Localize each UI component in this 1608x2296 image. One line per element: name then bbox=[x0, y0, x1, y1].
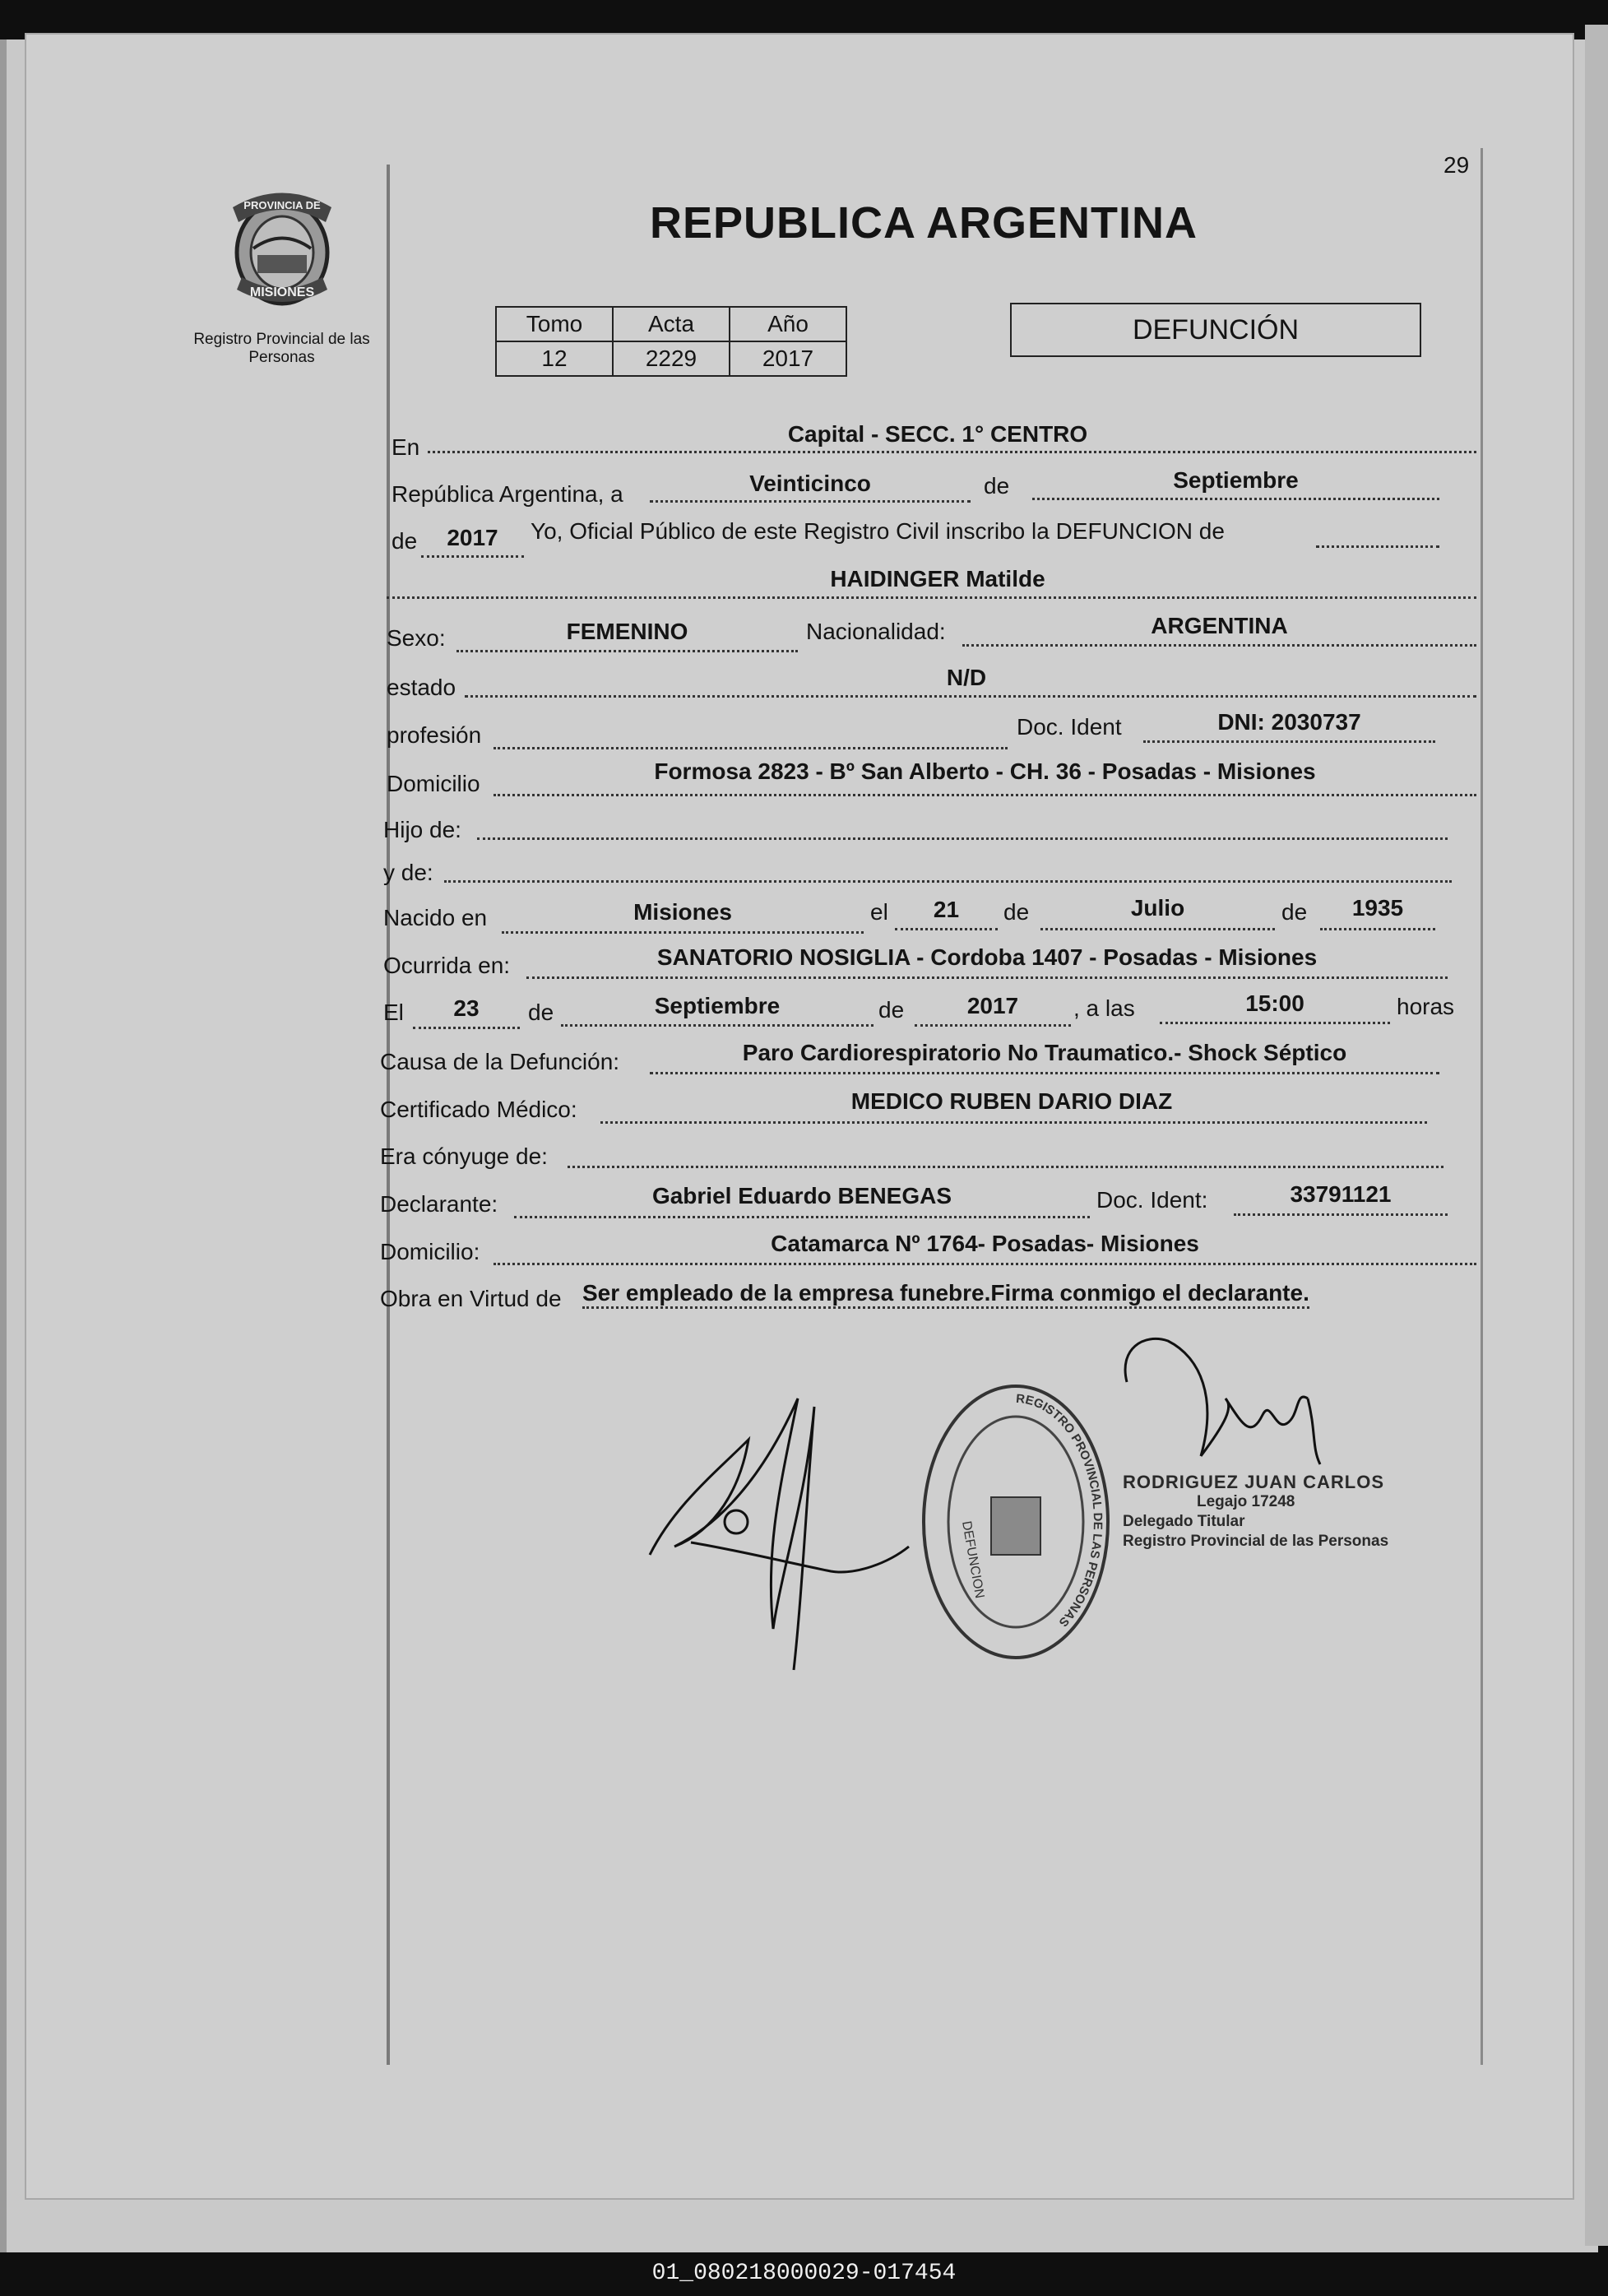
nacido-lugar-value: Misiones bbox=[633, 899, 732, 925]
emblem-top-text: PROVINCIA DE bbox=[243, 199, 321, 211]
value-tomo: 12 bbox=[496, 341, 613, 376]
obra-value: Ser empleado de la empresa funebre.Firma conmigo el declarante. bbox=[582, 1280, 1309, 1309]
death-time-value: 15:00 bbox=[1245, 990, 1304, 1016]
domicilio-label-2: Domicilio: bbox=[380, 1239, 480, 1264]
sexo-value: FEMENINO bbox=[566, 619, 688, 644]
dotted-line bbox=[915, 1024, 1071, 1027]
el-label: el bbox=[870, 899, 888, 925]
value-acta: 2229 bbox=[613, 341, 730, 376]
profesion-label: profesión bbox=[387, 722, 482, 748]
dotted-line bbox=[1320, 928, 1435, 930]
nacido-label: Nacido en bbox=[383, 905, 488, 930]
page-edge bbox=[1585, 25, 1608, 2246]
emblem-bottom-text: MISIONES bbox=[249, 285, 315, 299]
day-text-value: Veinticinco bbox=[749, 471, 871, 496]
dotted-line bbox=[895, 928, 998, 930]
ocurrida-label: Ocurrida en: bbox=[383, 953, 511, 978]
statement-text: Yo, Oficial Público de este Registro Civil inscribo la DEFUNCION de bbox=[531, 518, 1225, 544]
month-value: Septiembre bbox=[1173, 467, 1299, 493]
record-table-value-row bbox=[496, 341, 846, 376]
dotted-line bbox=[1234, 1213, 1448, 1216]
declarante-label: Declarante: bbox=[380, 1191, 498, 1217]
dotted-line bbox=[1040, 928, 1275, 930]
nacionalidad-label: Nacionalidad: bbox=[806, 619, 946, 644]
dotted-line bbox=[1143, 740, 1435, 743]
official-legajo: Legajo 17248 bbox=[1197, 1493, 1295, 1510]
de-label: de bbox=[528, 1000, 554, 1025]
registry-label: Registro Provincial de las Personas bbox=[193, 331, 370, 366]
declarant-signature bbox=[642, 1382, 913, 1678]
de-label: de bbox=[878, 997, 905, 1023]
el-label: El bbox=[383, 1000, 404, 1025]
birth-month-value: Julio bbox=[1130, 895, 1185, 921]
birth-year-value: 1935 bbox=[1351, 895, 1404, 921]
dotted-line bbox=[444, 880, 1452, 883]
republic-label: República Argentina, a bbox=[392, 481, 623, 507]
dotted-line bbox=[494, 747, 1008, 749]
conyuge-label: Era cónyuge de: bbox=[380, 1143, 548, 1169]
dotted-line bbox=[650, 1072, 1439, 1074]
doc-ident-label: Doc. Ident bbox=[1017, 714, 1122, 740]
de-label: de bbox=[984, 473, 1010, 499]
dotted-line bbox=[1160, 1022, 1390, 1024]
nacionalidad-value: ARGENTINA bbox=[1151, 613, 1288, 638]
dotted-line bbox=[526, 976, 1448, 979]
scan-id-footer: 01_080218000029-017454 bbox=[651, 2261, 957, 2286]
estado-label: estado bbox=[387, 675, 456, 700]
dotted-line bbox=[502, 931, 864, 934]
dotted-line bbox=[494, 794, 1476, 796]
dotted-line bbox=[561, 1024, 874, 1027]
estado-value: N/D bbox=[946, 665, 987, 690]
dotted-line bbox=[650, 500, 971, 503]
certificado-value: MEDICO RUBEN DARIO DIAZ bbox=[850, 1088, 1173, 1114]
record-table-header-row bbox=[496, 307, 846, 341]
header-tomo: Tomo bbox=[496, 307, 613, 341]
deceased-name-value: HAIDINGER Matilde bbox=[830, 566, 1045, 591]
margin-line-right bbox=[1481, 148, 1483, 2065]
death-year-value: 2017 bbox=[966, 993, 1019, 1018]
value-anio: 2017 bbox=[730, 341, 846, 376]
dotted-line bbox=[456, 650, 798, 652]
document-title: REPUBLICA ARGENTINA bbox=[650, 198, 1198, 248]
dotted-line bbox=[514, 1216, 1090, 1218]
record-type-box: DEFUNCIÓN bbox=[1010, 303, 1421, 357]
causa-label: Causa de la Defunción: bbox=[380, 1049, 620, 1074]
hijo-label: Hijo de: bbox=[383, 817, 461, 842]
ocurrida-value: SANATORIO NOSIGLIA - Cordoba 1407 - Posadas - Misiones bbox=[656, 944, 1318, 970]
doc-ident-value: DNI: 2030737 bbox=[1217, 709, 1361, 735]
obra-label: Obra en Virtud de bbox=[380, 1286, 562, 1311]
official-role: Delegado Titular bbox=[1123, 1513, 1245, 1530]
stamp-inner-text: DEFUNCION bbox=[959, 1519, 987, 1600]
dotted-line bbox=[1032, 498, 1439, 500]
header-acta: Acta bbox=[613, 307, 730, 341]
certificado-label: Certificado Médico: bbox=[380, 1097, 577, 1122]
dotted-line bbox=[465, 695, 1476, 698]
dotted-line bbox=[421, 555, 524, 558]
dotted-line bbox=[477, 837, 1448, 840]
dotted-line bbox=[494, 1263, 1476, 1265]
doc-ident-label-2: Doc. Ident: bbox=[1096, 1187, 1208, 1213]
y-de-label: y de: bbox=[383, 860, 433, 885]
official-name: RODRIGUEZ JUAN CARLOS bbox=[1123, 1472, 1385, 1492]
record-table bbox=[495, 306, 847, 377]
domicilio-label: Domicilio bbox=[387, 771, 480, 796]
place-value: Capital - SECC. 1° CENTRO bbox=[787, 421, 1088, 447]
dotted-line bbox=[962, 644, 1476, 647]
death-month-value: Septiembre bbox=[654, 993, 781, 1018]
domicilio-value-2: Catamarca Nº 1764- Posadas- Misiones bbox=[771, 1231, 1199, 1256]
page-number: 29 bbox=[1443, 152, 1470, 178]
official-block bbox=[1123, 1473, 1388, 1552]
dotted-line bbox=[428, 451, 1476, 453]
de-label: de bbox=[392, 528, 418, 554]
official-org: Registro Provincial de las Personas bbox=[1123, 1533, 1389, 1550]
death-day-value: 23 bbox=[453, 995, 480, 1021]
a-las-label: , a las bbox=[1073, 995, 1135, 1021]
birth-day-value: 21 bbox=[933, 897, 960, 922]
dotted-line bbox=[600, 1121, 1427, 1124]
causa-value: Paro Cardiorespiratorio No Traumatico.- Shock Séptico bbox=[742, 1040, 1347, 1065]
declarante-value: Gabriel Eduardo BENEGAS bbox=[651, 1183, 952, 1208]
misiones-emblem-icon bbox=[220, 183, 344, 314]
dotted-line bbox=[1316, 545, 1439, 548]
dotted-line bbox=[387, 596, 1476, 599]
de-label: de bbox=[1281, 899, 1308, 925]
sexo-label: Sexo: bbox=[387, 625, 446, 651]
dotted-line bbox=[568, 1166, 1443, 1168]
domicilio-value: Formosa 2823 - Bº San Alberto - CH. 36 - Posadas - Misiones bbox=[654, 758, 1316, 784]
doc-ident-value-2: 33791121 bbox=[1290, 1181, 1392, 1207]
horas-label: horas bbox=[1397, 994, 1455, 1019]
header-anio: Año bbox=[730, 307, 846, 341]
de-label: de bbox=[1003, 899, 1030, 925]
year-value: 2017 bbox=[447, 525, 498, 550]
stamp-ring-text: REGISTRO PROVINCIAL DE LAS PERSONAS bbox=[1015, 1391, 1105, 1630]
official-stamp bbox=[913, 1374, 1119, 1670]
dotted-line bbox=[413, 1027, 520, 1029]
en-label: En bbox=[392, 434, 420, 460]
official-signature bbox=[1110, 1333, 1390, 1489]
